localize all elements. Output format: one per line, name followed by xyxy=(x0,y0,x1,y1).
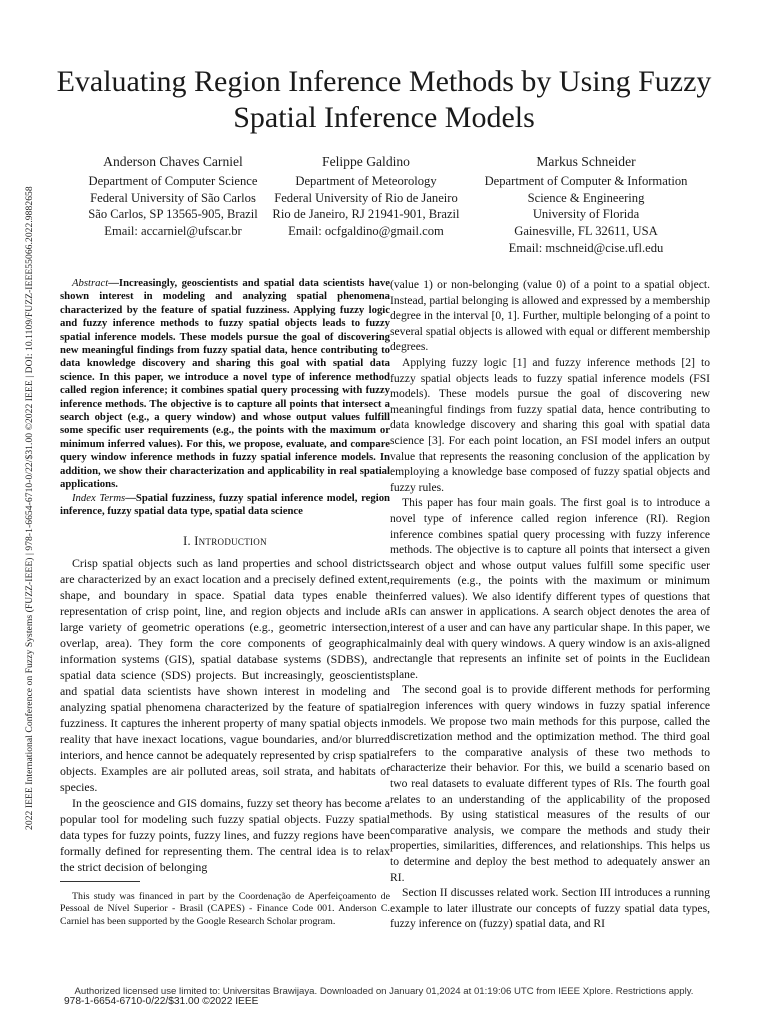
body-paragraph: Section II discusses related work. Section III introduces a running example to later illustrate our concepts of fuzzy spatial data types, fuzzy inference on (fuzzy) spatial data, and RI xyxy=(390,886,710,931)
author-email: Email: mschneid@cise.ufl.edu xyxy=(508,240,664,255)
body-paragraph: Applying fuzzy logic [1] and fuzzy inference methods [2] to fuzzy spatial objects leads to fuzzy spatial inference models (FSI models). These models pursue the goal of discovering new meaningful findings from fuzzy spatial data, hence contributing to data knowledge discovery and sharing this goal with spatial data science [3]. For each point location, an FSI model infers an output value that represents the reasoning conclusion of the application by employing a knowledge base composed of fuzzy spatial objects and fuzzy rules. xyxy=(390,355,710,494)
author-affiliation-line: Federal University of São Carlos xyxy=(90,190,256,205)
doi-sidebar-text: 2022 IEEE International Conference on Fuzzy Systems (FUZZ-IEEE) | 978-1-6654-6710-0/22/$31.00 ©2022 IEEE | DOI: 10.1109/FUZZ-IEEE55066.2022.9882658 xyxy=(24,186,35,830)
author-affiliation-line: Science & Engineering xyxy=(527,190,645,205)
author-affiliation-line: Federal University of Rio de Janeiro xyxy=(274,190,458,205)
footnote-rule xyxy=(60,881,140,882)
body-paragraph: The second goal is to provide different methods for performing region inferences with query windows in fuzzy spatial inference models. We propose two main methods for this purpose, called the discretization method and the optimization method. The third goal refers to the comparative analysis of these two methods to characterize their behavior. For this, we build a scenario based on two real datasets to evaluate different types of RIs. The fourth goal relates to an understanding of the applicability of the proposed methods. By using statistical measures of the results of our comparative analysis, we compare the methods and study their properties, similarities, differences, and relationships. This helps us to determine and deploy the best method to adequately answer an RI. xyxy=(390,683,710,884)
index-terms-text: —Spatial fuzziness, fuzzy spatial inference model, region inference, fuzzy spatial data type, spatial data science xyxy=(60,491,390,517)
body-paragraph: This paper has four main goals. The first goal is to introduce a novel type of inference called region inference (RI). Region inference combines spatial query processing with fuzzy inference methods. The objective is to capture all points that intersect a given search object and whose output values fulfill some specific user requirements (e.g., the points with the maximum or minimum inferred values). We also identify different types of questions that RIs can answer in applications. A search object denotes the area of interest of a user and can have any particular shape. In this paper, we mainly deal with query windows. A query window is an axis-aligned rectangle that represents an infinite set of points in the Euclidean plane. xyxy=(390,496,710,681)
footnote xyxy=(60,891,390,928)
isbn-footer: 978-1-6654-6710-0/22/$31.00 ©2022 IEEE xyxy=(64,996,259,1007)
abstract-text: —Increasingly, geoscientists and spatial data scientists have shown interest in modeling and analyzing spatial phenomena characterized by the feature of spatial fuzziness. Applying fuzzy logic and fuzzy inference methods to fuzzy spatial objects leads to fuzzy spatial inference models. These models pursue the goal of discovering new meaningful findings from fuzzy spatial data, hence contributing to data knowledge discovery and sharing this goal with spatial data science. In this paper, we introduce a novel type of inference method called region inference; it combines spatial query processing with fuzzy inference methods. The objective is to capture all points that intersect a search object (e.g., a query window) and whose output values fulfill some specific user requirements (e.g., the points with the maximum or minimum inferred values). For this, we propose, evaluate, and compare query window inference methods in fuzzy spatial inference models. In addition, we show their characterization and applicability in real spatial applications. xyxy=(60,277,390,491)
author-affiliation-line: University of Florida xyxy=(532,207,640,222)
author-email: Email: ocfgaldino@gmail.com xyxy=(288,224,444,239)
author-name: Markus Schneider xyxy=(536,154,636,169)
author-affiliation-line: Gainesville, FL 32611, USA xyxy=(514,224,658,239)
section-number: I. xyxy=(183,534,191,549)
body-paragraph: Crisp spatial objects such as land properties and school districts are characterized by an exact location and a precisely defined extent, shape, and boundary in space. Spatial data types enable the representation of crisp point, line, and region objects and include a large variety of geometric operations (e.g., geometric intersection, overlap, area). They form the core components of geographical information systems (GIS), spatial database systems (SDBS), and spatial data science (SDS) projects. But increasingly, geoscientists and spatial data scientists have shown interest in modeling and analyzing spatial phenomena characterized by the feature of spatial fuzziness. It captures the inherent property of many spatial objects in reality that have inexact locations, vague boundaries, and/or blurred interiors, and hence cannot be adequately represented by crisp spatial objects. Examples are air polluted areas, soil strata, and habitats of species. xyxy=(60,556,390,795)
author-affiliation-line: Department of Computer Science xyxy=(88,173,258,188)
author-block-2 xyxy=(260,154,472,240)
authorized-use-notice: Authorized licensed use limited to: Universitas Brawijaya. Downloaded on January 01,2024 at 01:19:06 UTC from IEEE Xplore. Restrictions apply. xyxy=(74,986,694,997)
abstract xyxy=(60,277,390,492)
doi-sidebar xyxy=(2,160,35,830)
index-terms xyxy=(60,492,390,519)
right-column xyxy=(390,277,710,932)
author-block-1 xyxy=(58,154,288,240)
index-terms-label: Index Terms xyxy=(72,491,126,504)
author-block-3 xyxy=(466,154,706,257)
body-paragraph: (value 1) or non-belonging (value 0) of a point to a spatial object. Instead, partial belonging is allowed and expressed by a membership degree in the interval [0, 1]. Further, multiple belonging of a point to several spatial objects is allowed with equal or different membership degrees. xyxy=(390,278,710,354)
author-affiliation-line: São Carlos, SP 13565-905, Brazil xyxy=(88,207,258,222)
paper-title: Evaluating Region Inference Methods by Using Fuzzy Spatial Inference Models xyxy=(56,65,712,134)
author-affiliation-line: Rio de Janeiro, RJ 21941-901, Brazil xyxy=(272,207,460,222)
section-title: Introduction xyxy=(194,534,267,549)
footnote-text: This study was financed in part by the Coordenação de Aperfeiçoamento de Pessoal de Nível Superior - Brasil (CAPES) - Finance Code 001. Anderson C. Carniel has been supported by the Google Research Scholar program. xyxy=(60,891,390,927)
abstract-label: Abstract xyxy=(72,277,109,289)
author-affiliation-line: Department of Computer & Information xyxy=(484,173,688,188)
author-name: Anderson Chaves Carniel xyxy=(103,154,243,169)
left-column xyxy=(60,277,390,876)
author-name: Felippe Galdino xyxy=(322,154,410,169)
body-paragraph: In the geoscience and GIS domains, fuzzy set theory has become a popular tool for modeling such fuzzy spatial objects. Fuzzy spatial data types for fuzzy points, fuzzy lines, and fuzzy regions have been formally defined for representing them. The central idea is to relax the strict decision of belonging xyxy=(60,796,390,874)
author-email: Email: accarniel@ufscar.br xyxy=(104,224,242,239)
section-heading xyxy=(60,534,390,550)
author-affiliation-line: Department of Meteorology xyxy=(295,173,437,188)
